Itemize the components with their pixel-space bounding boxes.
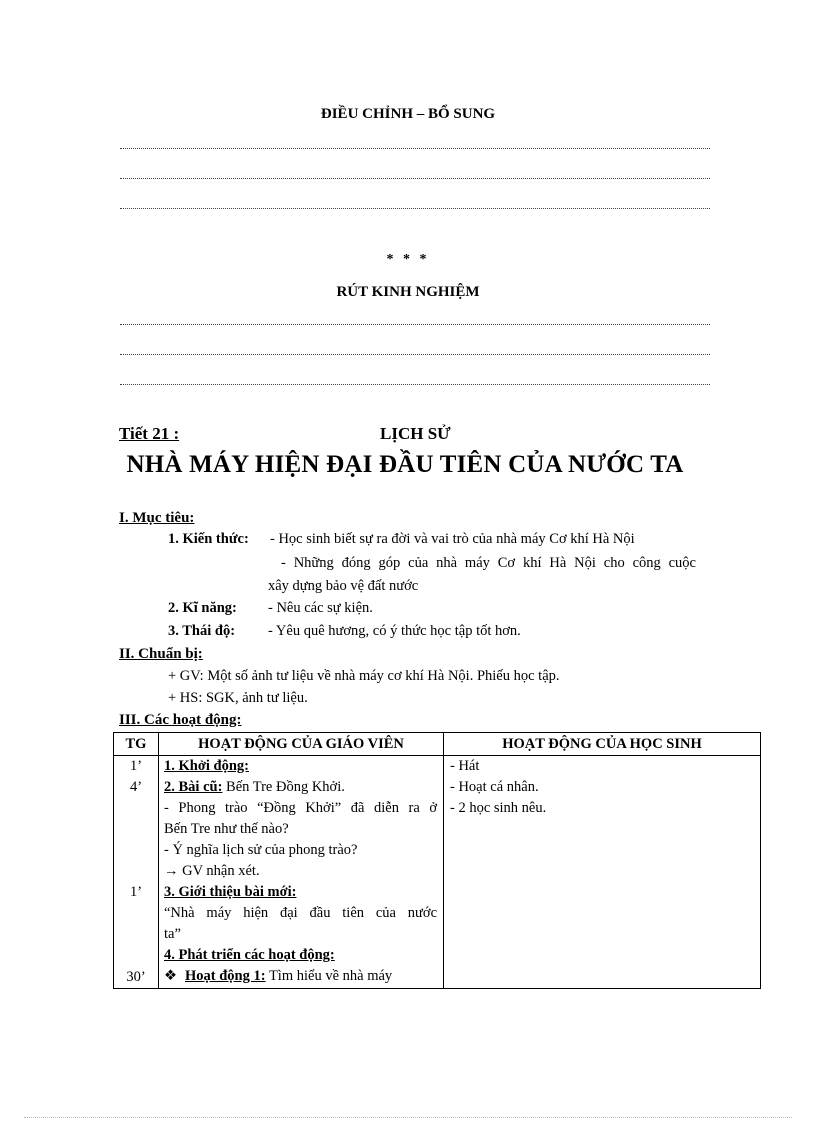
- intro-text: ta”: [164, 926, 181, 942]
- table-row: [114, 756, 761, 989]
- knowledge-label: 1. Kiến thức:: [168, 531, 249, 547]
- lesson-period: Tiết 21 :: [119, 424, 180, 443]
- step-warmup: 1. Khởi động:: [164, 758, 249, 774]
- column-header-teacher: HOẠT ĐỘNG CỦA GIÁO VIÊN: [159, 733, 444, 756]
- knowledge-line: xây dựng bảo vệ đất nước: [268, 578, 419, 594]
- objectives-heading: I. Mục tiêu:: [119, 510, 195, 526]
- review-question: - Ý nghĩa lịch sử của phong trào?: [164, 842, 358, 858]
- step-intro: 3. Giới thiệu bài mới:: [164, 884, 297, 900]
- skills-value: - Nêu các sự kiện.: [268, 600, 373, 616]
- step-review-label: 2. Bài cũ:: [164, 779, 223, 795]
- blank-line: [120, 176, 710, 179]
- time-column: [114, 756, 159, 989]
- table-header-row: [114, 733, 761, 756]
- intro-text: “Nhà máy hiện đại đầu tiên của nước: [164, 905, 437, 921]
- separator: * * *: [386, 252, 430, 267]
- knowledge-line: - Học sinh biết sự ra đời và vai trò của nhà máy Cơ khí Hà Nội: [270, 531, 635, 547]
- preparation-teacher: + GV: Một số ảnh tư liệu về nhà máy cơ khí Hà Nội. Phiếu học tập.: [168, 668, 560, 684]
- time-cell: 1’: [129, 884, 143, 900]
- activities-table: [113, 732, 761, 989]
- activity-1: [159, 966, 443, 987]
- blank-line: [120, 146, 710, 149]
- skills-label: 2. Kĩ năng:: [168, 600, 237, 616]
- blank-line: [120, 322, 710, 325]
- activity-1-label: Hoạt động 1:: [185, 968, 266, 984]
- student-response: - Hoạt cá nhân.: [450, 779, 539, 795]
- step-develop: 4. Phát triển các hoạt động:: [164, 947, 335, 963]
- teacher-feedback: → GV nhận xét.: [164, 863, 260, 879]
- time-cell: 1’: [129, 758, 143, 774]
- attitude-value: - Yêu quê hương, có ý thức học tập tốt hơn.: [268, 623, 521, 639]
- time-cell: 30’: [126, 969, 146, 985]
- student-response: - 2 học sinh nêu.: [450, 800, 547, 816]
- experience-heading: RÚT KINH NGHIỆM: [336, 284, 480, 300]
- preparation-students: + HS: SGK, ảnh tư liệu.: [168, 690, 308, 706]
- activities-heading: III. Các hoạt động:: [119, 712, 242, 728]
- review-question: Bến Tre như thế nào?: [164, 821, 289, 837]
- knowledge-line: - Những đóng góp của nhà máy Cơ khí Hà Nội cho công cuộc: [281, 555, 696, 571]
- adjust-heading: ĐIỀU CHỈNH – BỔ SUNG: [320, 106, 496, 122]
- preparation-heading: II. Chuẩn bị:: [119, 646, 203, 662]
- blank-line: [120, 206, 710, 209]
- diamond-bullet-icon: ❖: [164, 968, 177, 984]
- student-response: - Hát: [450, 758, 480, 774]
- attitude-label: 3. Thái độ:: [168, 623, 236, 639]
- student-column: [444, 756, 761, 989]
- review-question: - Phong trào “Đồng Khởi” đã diễn ra ở: [164, 800, 437, 816]
- lesson-title: NHÀ MÁY HIỆN ĐẠI ĐẦU TIÊN CỦA NƯỚC TA: [126, 451, 684, 478]
- step-review-text: Bến Tre Đồng Khởi.: [222, 779, 345, 795]
- blank-line: [120, 352, 710, 355]
- activity-1-text: Tìm hiểu về nhà máy: [265, 968, 393, 984]
- page-bottom-border: [24, 1117, 792, 1118]
- column-header-student: HOẠT ĐỘNG CỦA HỌC SINH: [444, 733, 761, 756]
- blank-line: [120, 382, 710, 385]
- teacher-column: [159, 756, 444, 989]
- time-cell: 4’: [129, 779, 143, 795]
- step-review: [159, 777, 443, 798]
- column-header-tg: TG: [114, 733, 159, 756]
- lesson-subject: LỊCH SỬ: [380, 424, 451, 443]
